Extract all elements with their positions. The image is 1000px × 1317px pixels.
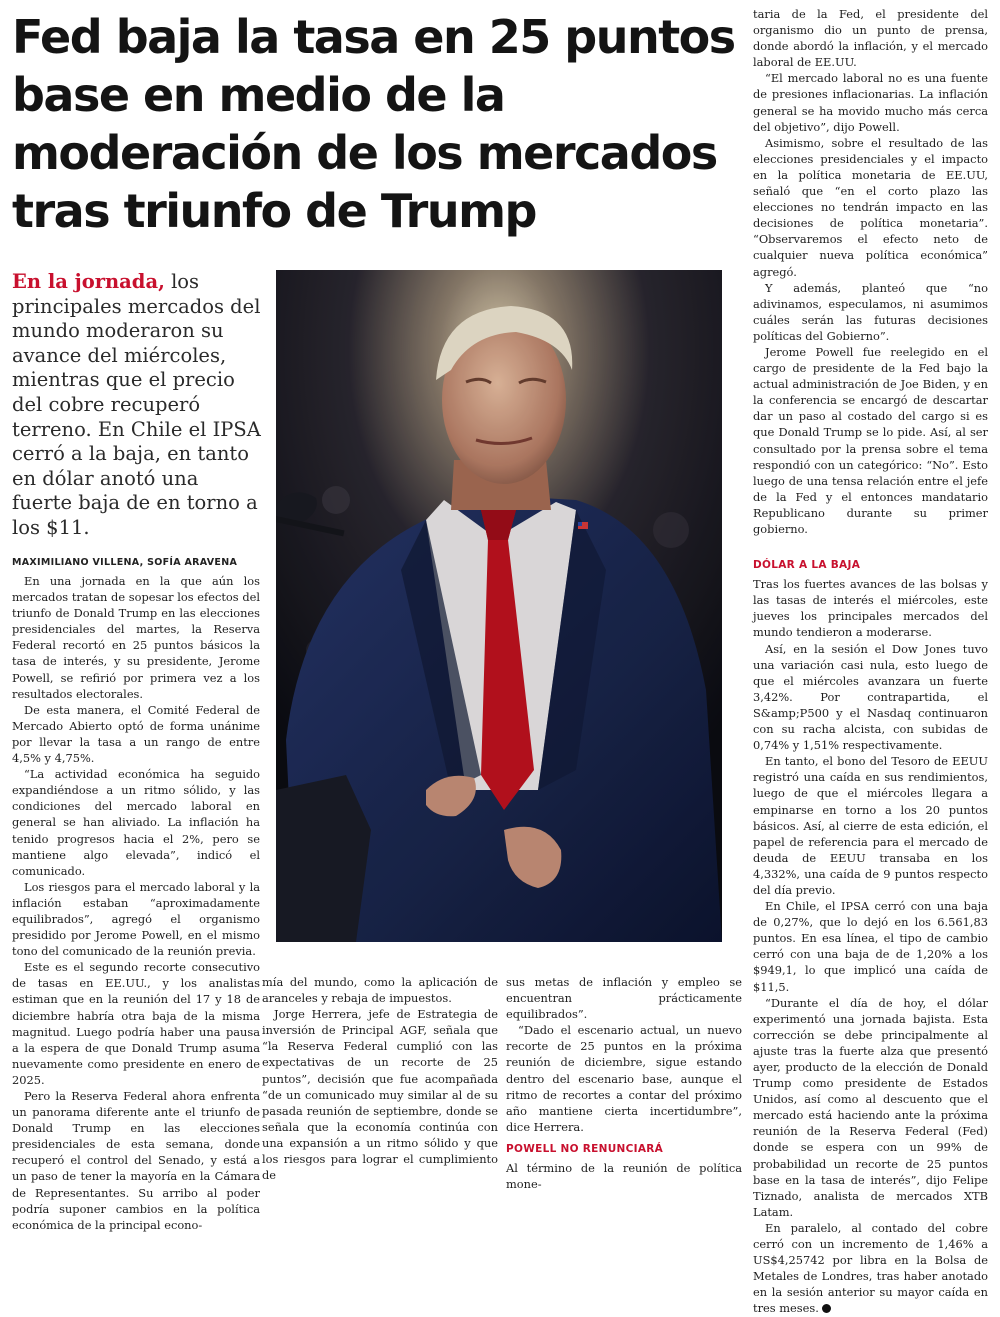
body-paragraph: Pero la Reserva Federal ahora enfrenta un panorama diferente ante el triunfo de Donald Trump en las elecciones presidenciales de esta semana, donde recuperó el control del Senado, y está a un paso de tener la mayoría en la Cámara de Representantes. Su arribo al poder podría suponer cambios en la política económica de la principal econo- [12,1089,260,1232]
body-paragraph: En una jornada en la que aún los mercados tratan de sopesar los efectos del triunfo de Donald Trump en las elecciones presidenciales del martes, la Reserva Federal recortó en 25 puntos básicos la tasa de interés, y su presidente, Jerome Powell, se refirió por primera vez a los resultados electorales. [12,574,260,701]
body-paragraph: “El mercado laboral no es una fuente de presiones inflacionarias. La inflación general se ha movido mucho más cerca del objetivo”, dijo Powell. [753,71,988,134]
photo-illustration [276,270,722,942]
body-paragraph: Al término de la reunión de política mone- [506,1161,742,1192]
body-paragraph: “Dado el escenario actual, un nuevo recorte de 25 puntos en la próxima reunión de diciembre, sigue estando dentro del escenario base, aunque el ritmo de recortes a contar del próximo año mantiene cierta incertidumbre”, dice Herrera. [506,1023,742,1134]
body-paragraph: Tras los fuertes avances de las bolsas y las tasas de interés el miércoles, este jueves los principales mercados del mundo tendieron a moderarse. [753,577,988,640]
body-paragraph: Los riesgos para el mercado laboral y la inflación estaban “aproximadamente equilibrados”, agregó el organismo presidido por Jerome Powell, en el mismo tono del comunicado de la reunión previa. [12,879,260,959]
headline-line: base en medio de la [12,68,505,122]
body-paragraph: Y además, planteó que “no adivinamos, especulamos, ni asumimos cuáles serán las futuras decisiones políticas del Gobierno”. [753,280,988,343]
body-paragraph: sus metas de inflación y empleo se encuentran prácticamente equilibrados”. [506,975,742,1022]
column-2 [262,974,498,1183]
column-3 [506,974,742,1192]
column-4 [753,6,988,1317]
body-paragraph: En tanto, el bono del Tesoro de EEUU registró una caída en sus rendimientos, luego de que el miércoles llegara a empinarse en torno a los 20 puntos básicos. Así, al cierre de esta edición, el papel de referencia para el mercado de deuda de EEUU transaba en los 4,332%, una caída de 9 puntos respecto del día previo. [753,754,988,897]
lead-paragraph [12,270,262,541]
headline [12,8,742,240]
headline-line: Fed baja la tasa en 25 puntos [12,10,735,64]
body-paragraph: taria de la Fed, el presidente del organismo dio un punto de prensa, donde abordó la inflación, y el mercado laboral de EE.UU. [753,7,988,70]
section-subhead: DÓLAR A LA BAJA [753,559,861,572]
closing-text: En paralelo, al contado del cobre cerró con un incremento de 1,46% a US$4,25742 por libra en la Bolsa de Metales de Londres, tras haber anotado en la sesión anterior su mayor caída en tres meses. [753,1220,988,1316]
section-subhead: POWELL NO RENUNCIARÁ [506,1142,664,1155]
body-paragraph: mía del mundo, como la aplicación de aranceles y rebaja de impuestos. [262,975,498,1006]
headline-line: tras triunfo de Trump [12,184,536,238]
lead-kicker: En la jornada, [12,270,165,293]
body-paragraph [753,1220,988,1317]
byline: MAXIMILIANO VILLENA, SOFÍA ARAVENA [12,557,238,568]
end-mark-icon [822,1304,831,1313]
body-paragraph: En Chile, el IPSA cerró con una baja de 0,27%, que lo dejó en los 6.561,83 puntos. En esa línea, el tipo de cambio cerró con una baja de de 1,20% a los $949,1, lo que implicó una caída de $11,5. [753,899,988,994]
column-1 [12,573,260,1233]
lead-text: los principales mercados del mundo moderaron su avance del miércoles, mientras que el precio del cobre recuperó terreno. En Chile el IPSA cerró a la baja, en tanto en dólar anotó una fuerte baja de en torno a los $11. [12,270,261,539]
body-paragraph: “La actividad económica ha seguido expandiéndose a un ritmo sólido, y las condiciones del mercado laboral en general se han aliviado. La inflación ha tenido progresos hacia el 2%, pero se mantiene algo elevada”, indicó el comunicado. [12,767,260,878]
body-paragraph: Jorge Herrera, jefe de Estrategia de inversión de Principal AGF, señala que “la Reserva Federal cumplió con las expectativas de un recorte de 25 puntos”, decisión que fue acompañada “de un comunicado muy similar al de su pasada reunión de septiembre, donde se señala que la economía continúa con una expansión a un ritmo sólido y que los riesgos para lograr el cumplimiento de [262,1007,498,1183]
article-photo [276,270,722,942]
body-paragraph: Este es el segundo recorte consecutivo de tasas en EE.UU., y los analistas estiman que en la reunión del 17 y 18 de diciembre habría otra baja de la misma magnitud. Luego podría haber una pausa a la espera de que Donald Trump asuma nuevamente como presidente en enero de 2025. [12,960,260,1087]
body-paragraph: “Durante el día de hoy, el dólar experimentó una jornada bajista. Esta corrección se debe principalmente al ajuste tras la fuerte alza que presentó ayer, producto de la elección de Donald Trump como presidente de Estados Unidos, así como al descuento que el mercado está haciendo ante la próxima reunión de la Reserva Federal (Fed) donde se espera con un 99% de probabilidad un recorte de 25 puntos base en la tasa de interés”, dijo Felipe Tiznado, analista de mercados XTB Latam. [753,995,988,1219]
headline-line: moderación de los mercados [12,126,717,180]
body-paragraph: Asimismo, sobre el resultado de las elecciones presidenciales y el impacto en la política monetaria de EE.UU, señaló que “en el corto plazo las elecciones no tendrán impacto en las decisiones de política monetaria”. “Observaremos el efecto neto de cualquier nueva política económica” agregó. [753,135,988,279]
body-paragraph: Jerome Powell fue reelegido en el cargo de presidente de la Fed bajo la actual administración de Joe Biden, y en la conferencia se encargó de descartar dar un paso al costado del cargo si es que Donald Trump se lo pide. Así, al ser consultado por la prensa sobre el tema respondió con un categórico: “No”. Esto luego de una tensa relación entre el jefe de la Fed y el entonces mandatario Republicano durante su primer gobierno. [753,344,988,536]
body-paragraph: Así, en la sesión el Dow Jones tuvo una variación casi nula, esto luego de que el miércoles avanzara un fuerte 3,42%. Por contrapartida, el S&amp;P500 y el Nasdaq continuaron con su racha alcista, con subidas de 0,74% y 1,51% respectivamente. [753,641,988,753]
body-paragraph: De esta manera, el Comité Federal de Mercado Abierto optó de forma unánime por llevar la tasa a un rango de entre 4,5% y 4,75%. [12,702,260,766]
